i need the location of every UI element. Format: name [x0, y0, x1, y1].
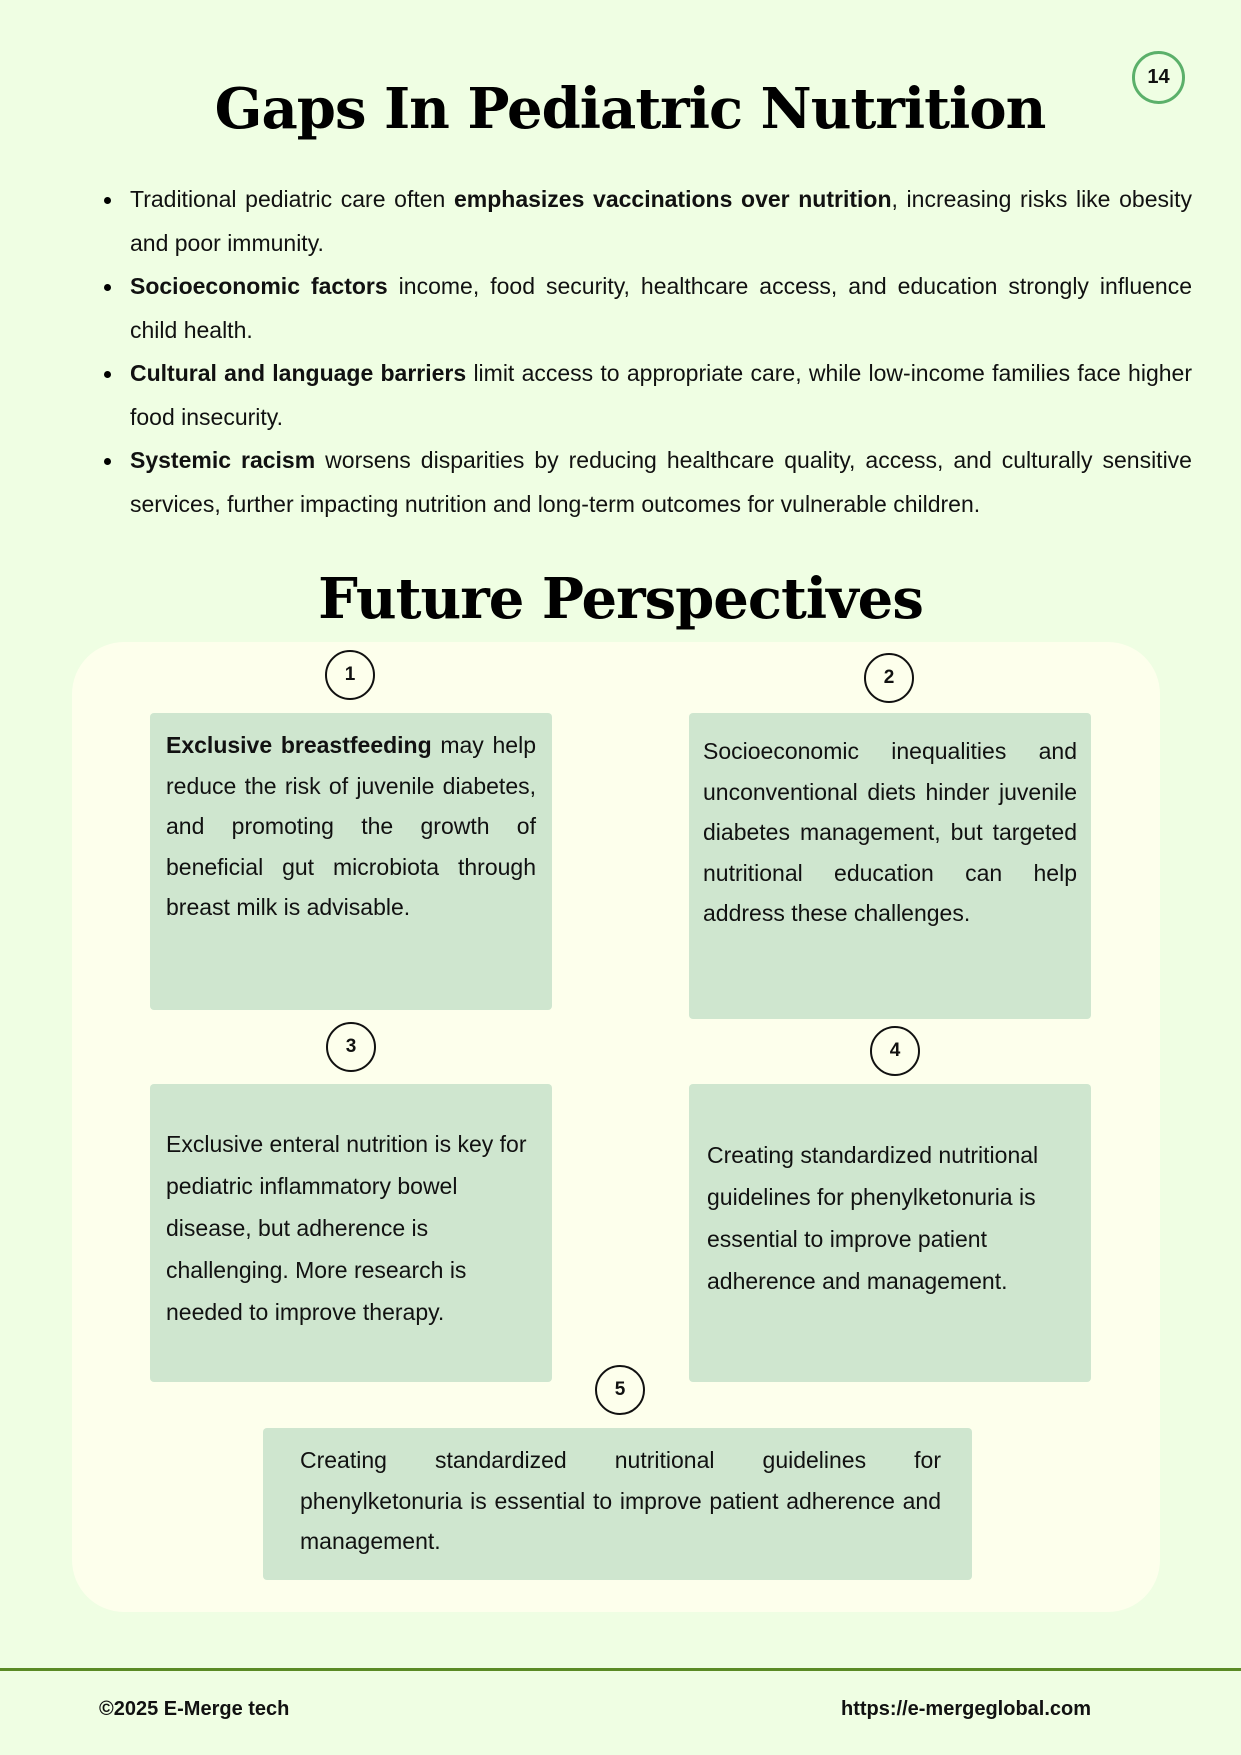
card-text [707, 1134, 1077, 1302]
perspective-card-1 [150, 713, 552, 1010]
number-badge-4 [870, 1026, 920, 1076]
bullet-text: Traditional pediatric care often [130, 186, 454, 212]
perspective-card-3 [150, 1084, 552, 1382]
card-text [166, 1123, 536, 1333]
card-text [166, 725, 536, 928]
card-body-text: Socioeconomic inequalities and unconventional diets hinder juvenile diabetes management, but targeted nutritional education can help address these challenges. [703, 738, 1077, 926]
perspective-card-5 [263, 1428, 972, 1580]
number-label: 1 [344, 664, 356, 685]
bullet-item [130, 352, 1192, 439]
footer-url-link[interactable]: https://e-mergeglobal.com [841, 1698, 1092, 1720]
section-title-future: Future Perspectives [318, 566, 923, 632]
bullet-bold-text: Cultural and language barriers [130, 360, 467, 386]
bullet-text: income, food security, healthcare access, and education strongly influence child health. [130, 273, 1192, 343]
footer-copyright: ©2025 E-Merge tech [99, 1698, 290, 1720]
gaps-bullet-list [100, 178, 1192, 526]
page-number: 14 [1147, 66, 1170, 88]
number-badge-3 [326, 1022, 376, 1072]
number-badge-1 [325, 650, 375, 700]
bullet-item [130, 265, 1192, 352]
number-label: 5 [614, 1379, 626, 1400]
section-title-gaps: Gaps In Pediatric Nutrition [214, 76, 1046, 142]
card-body-text: Exclusive enteral nutrition is key for pediatric inflammatory bowel disease, but adherence is challenging. More research is needed to improve therapy. [166, 1131, 527, 1325]
bullet-bold-text: Socioeconomic factors [130, 273, 388, 299]
number-label: 3 [345, 1036, 357, 1057]
bullet-text: , increasing risks like obesity and poor immunity. [130, 186, 1193, 256]
perspective-card-2 [689, 713, 1091, 1019]
number-badge-2 [864, 653, 914, 703]
card-text [300, 1440, 941, 1562]
bullet-item [130, 178, 1192, 265]
number-label: 2 [883, 667, 895, 688]
card-body-text: Creating standardized nutritional guidelines for phenylketonuria is essential to improve patient adherence and management. [707, 1142, 1039, 1294]
bullet-text: limit access to appropriate care, while low-income families face higher food insecurity. [130, 360, 1192, 430]
bullet-text: worsens disparities by reducing healthcare quality, access, and culturally sensitive services, further impacting nutrition and long-term outcomes for vulnerable children. [130, 447, 1192, 517]
number-badge-5 [595, 1365, 645, 1415]
card-body-text: may help reduce the risk of juvenile diabetes, and promoting the growth of beneficial gut microbiota through breast milk is advisable. [166, 732, 536, 920]
footer-divider [0, 1668, 1241, 1671]
number-label: 4 [889, 1040, 901, 1061]
card-text [703, 731, 1077, 934]
bullet-bold-text: emphasizes vaccinations over nutrition [453, 186, 892, 212]
card-bold-text: Exclusive breastfeeding [166, 732, 432, 758]
perspective-card-4 [689, 1084, 1091, 1382]
card-body-text: Creating standardized nutritional guidelines for phenylketonuria is essential to improve patient adherence and management. [300, 1447, 941, 1554]
bullet-item [130, 439, 1192, 526]
bullet-bold-text: Systemic racism [130, 447, 316, 473]
